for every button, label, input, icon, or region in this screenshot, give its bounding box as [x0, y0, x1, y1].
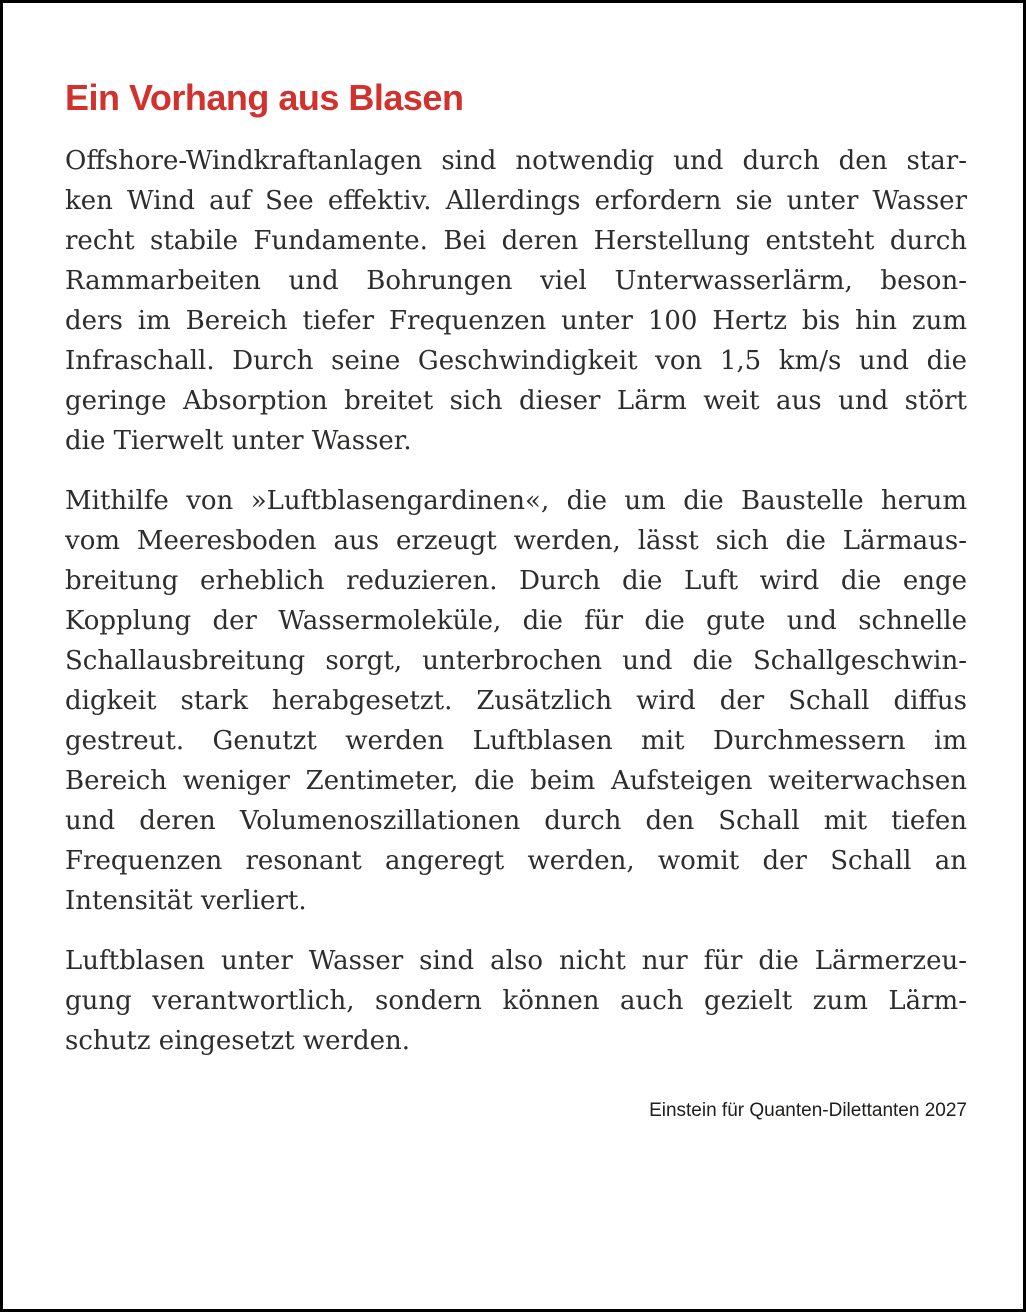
article-heading: Ein Vorhang aus Blasen — [65, 77, 464, 118]
text-line: Intensität verliert. — [65, 886, 307, 916]
text-line: gestreut. Genutzt werden Luftblasen mit Durchmessern im — [65, 726, 967, 756]
text-line: gung verantwortlich, sondern können auch gezielt zum Lärm- — [65, 986, 967, 1016]
text-line: vom Meeresboden aus erzeugt werden, lässt sich die Lärmaus- — [65, 526, 967, 556]
text-line: Rammarbeiten und Bohrungen viel Unterwasserlärm, beson- — [65, 266, 967, 296]
text-line: breitung erheblich reduzieren. Durch die Luft wird die enge — [65, 566, 967, 596]
text-line: Mithilfe von »Luftblasengardinen«, die um die Baustelle herum — [65, 486, 967, 516]
text-line: geringe Absorption breitet sich dieser Lärm weit aus und stört — [65, 386, 967, 416]
text-line: Offshore-Windkraftanlagen sind notwendig und durch den star- — [65, 146, 967, 176]
text-line: recht stabile Fundamente. Bei deren Herstellung entsteht durch — [65, 226, 967, 256]
text-line: schutz eingesetzt werden. — [65, 1026, 410, 1056]
attribution-line: Einstein für Quanten-Dilettanten 2027 — [649, 1100, 967, 1121]
paragraph — [65, 141, 967, 461]
text-line: Bereich weniger Zentimeter, die beim Aufsteigen weiterwachsen — [65, 766, 967, 796]
text-line: ken Wind auf See effektiv. Allerdings erfordern sie unter Wasser — [65, 186, 967, 216]
text-line: und deren Volumenoszillationen durch den Schall mit tiefen — [65, 806, 967, 836]
text-line: digkeit stark herabgesetzt. Zusätzlich wird der Schall diffus — [65, 686, 967, 716]
text-line: Kopplung der Wassermoleküle, die für die gute und schnelle — [65, 606, 967, 636]
article-body — [65, 141, 967, 1061]
text-line: Schallausbreitung sorgt, unterbrochen und die Schallgeschwin- — [65, 646, 967, 676]
text-line: Luftblasen unter Wasser sind also nicht nur für die Lärmerzeu- — [65, 946, 967, 976]
text-line: ders im Bereich tiefer Frequenzen unter 100 Hertz bis hin zum — [65, 306, 967, 336]
paragraph — [65, 481, 967, 921]
paragraph — [65, 941, 967, 1061]
text-line: die Tierwelt unter Wasser. — [65, 426, 412, 456]
text-line: Infraschall. Durch seine Geschwindigkeit von 1,5 km/s und die — [65, 346, 967, 376]
text-line: Frequenzen resonant angeregt werden, womit der Schall an — [65, 846, 967, 876]
